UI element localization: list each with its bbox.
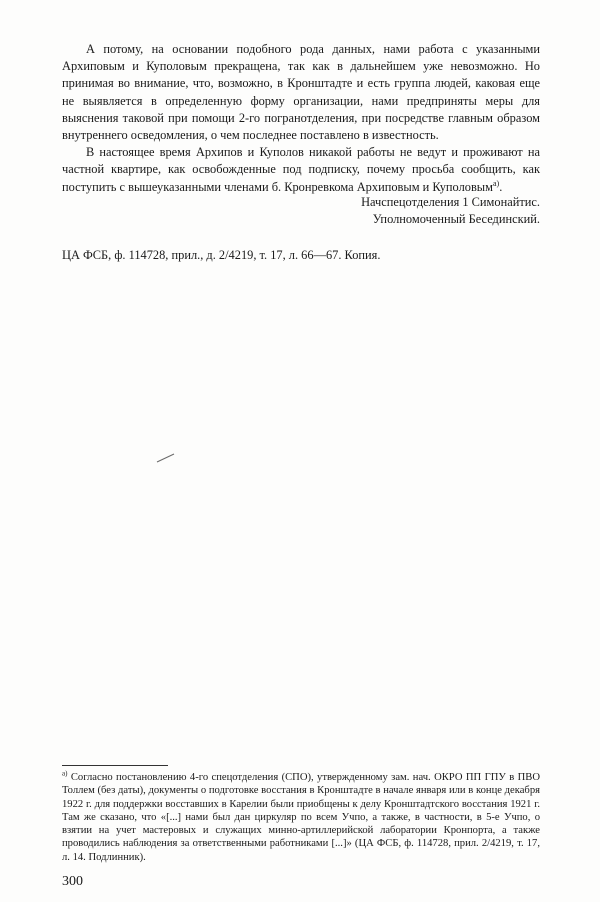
signature-block <box>250 194 540 228</box>
archive-source-reference: ЦА ФСБ, ф. 114728, прил., д. 2/4219, т. 17, л. 66—67. Копия. <box>62 248 381 262</box>
footnote-divider <box>62 765 168 766</box>
footnote <box>62 771 540 864</box>
signature-line: Уполномоченный Бесединский. <box>372 212 540 227</box>
paragraph: В настоящее время Архипов и Куполов никакой работы не ведут и проживают на частной квартире, как освобожденные под подписку, почему просьба сообщить, как поступить с вышеуказанными членами б. Кронревкома Архиповым и Куполовым$^{а)}$. <box>62 145 540 194</box>
pen-stroke-mark <box>156 452 176 464</box>
signature-line: Начспецотделения 1 Симонайтис. <box>361 195 540 209</box>
footnote-reference: а) <box>492 178 500 188</box>
paragraph: А потому, на основании подобного рода данных, нами работа с указанными Архиповым и Куполовым прекращена, так как в дальнейшем уже невозможно. Но принимая во внимание, что, возможно, в Кронштадте и есть группа людей, каковая еще не выявляется в определенную форму организации, нами предприняты меры для выяснения таковой при помощи 2-го погранотделения, при посредстве главным образом внутреннего осведомления, о чем последнее поставлено в известность. <box>62 42 540 143</box>
paragraph-text: В настоящее время Архипов и Куполов никакой работы не ведут и проживают на частной квартире, как освобожденные под подписку, почему просьба сообщить, как поступить с вышеуказанными членами б. Кронревкома Архиповым и Куполовым <box>62 145 540 194</box>
main-body-text <box>62 41 540 196</box>
footnote-marker: а) <box>62 769 68 778</box>
footnote-text: Согласно постановлению 4-го спецотделения (СПО), утвержденному зам. нач. ОКРО ПП ГПУ в ПВО Толлем (без даты), документы о подготовке восстания в Кронштадте в начале января или в конце декабря 1922 г. для поддержки восставших в Карелии были приобщены к делу Кронштадтского восстания 1921 г. Там же сказано, что «[...] нами был дан циркуляр по всем Учпо, а также, в частности, в 5-е Учпо, о взятии на учет мастеровых и служащих минно-артиллерийской лаборатории Кронпорта, а также проводились наблюдения за ответственными работниками [...]» (ЦА ФСБ, ф. 114728, прил. 2/4219, т. 17, л. 14. Подлинник). <box>62 772 540 863</box>
page-number: 300 <box>62 874 83 889</box>
